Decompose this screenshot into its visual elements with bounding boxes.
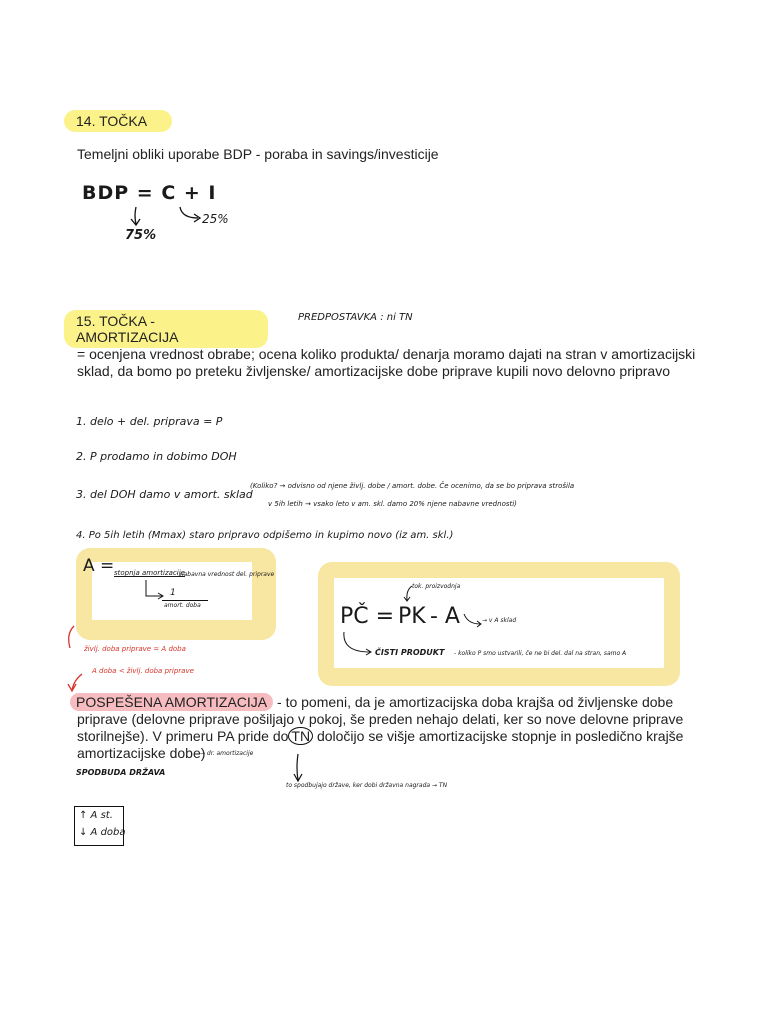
tn-circled: TN <box>288 727 313 745</box>
accelerated-paragraph <box>70 694 710 762</box>
section-14-heading-text: 14. TOČKA <box>76 113 148 129</box>
amortization-definition: = ocenjena vrednost obrabe; ocena koliko produkta/ denarja moramo dajati na stran v amortizacijski sklad, da bomo po preteku življenske/ amortizacijske dobe priprave kupili novo delovno pripravo <box>77 346 696 379</box>
step-2: 2. P prodamo in dobimo DOH <box>76 450 237 463</box>
pc-to-fund: → v A sklad <box>482 617 517 624</box>
tn-down-arrow <box>288 750 318 786</box>
assumption-note: PREDPOSTAVKA : ni TN <box>298 312 413 323</box>
step-3-note-2: v 5ih letih → vsako leto v am. skl. damo 20% njene nabavne vrednosti) <box>268 500 517 508</box>
accelerated-text-3: storilnejše). V primeru PA pride do <box>77 728 289 744</box>
step-4: 4. Po 5ih letih (Mmax) staro pripravo odpišemo in kupimo novo (iz am. skl.) <box>76 530 454 541</box>
red-note-2: A doba < življ. doba priprave <box>92 667 194 675</box>
i-share: 25% <box>202 212 229 226</box>
amort-lhs: A = <box>83 556 115 576</box>
tn-arrow-note: to spodbujajo države, ker dobi državna nagrada → TN <box>286 782 448 789</box>
pc-pk: PK <box>398 604 426 629</box>
pc-above-arrow <box>400 584 420 604</box>
accelerated-heading: POSPEŠENA AMORTIZACIJA <box>70 693 273 711</box>
summary-box-line-1: ↑ A st. <box>79 810 113 821</box>
accelerated-text-2: priprave (delovne priprave pošiljajo v pokoj, še preden nehajo delati, ker so nove delovne priprave <box>77 711 684 727</box>
c-share: 75% <box>125 228 157 243</box>
red-brace-arrows <box>60 622 100 694</box>
accelerated-text-1: - to pomeni, da je amortizacijska doba krajša od življenske dobe <box>273 694 674 710</box>
pc-result-arrow <box>338 630 378 660</box>
section-15-heading <box>64 310 268 348</box>
handnote-state: SPODBUDA DRŽAVA <box>76 768 166 777</box>
accelerated-text-5: amortizacijske dobe) <box>77 745 206 761</box>
pc-result-note: - koliko P smo ustvarili, če ne bi del. dal na stran, samo A <box>454 650 627 657</box>
amort-fraction-den: amort. doba <box>164 602 201 609</box>
section-14-text: Temeljni obliki uporabe BDP - poraba in savings/investicije <box>77 146 439 162</box>
amort-rate: stopnja amortizacije <box>114 569 185 577</box>
step-3-note-1: (Koliko? → odvisno od njene življ. dobe / amort. dobe. Če ocenimo, da se bo priprava strošila <box>250 482 575 490</box>
summary-box-line-2: ↓ A doba <box>79 827 126 838</box>
amort-fraction-bar <box>162 600 208 601</box>
summary-box <box>74 806 124 846</box>
bdp-formula: BDP = C + I <box>82 182 217 204</box>
accelerated-text-4: določijo se višje amortizacijske stopnje in posledično krajše <box>313 728 684 744</box>
handnote-dobe: → dr. amortizacije <box>200 750 254 757</box>
section-14-heading <box>64 110 172 132</box>
pc-minus-a: - A <box>430 604 460 629</box>
amort-value: · nabavna vrednost del. priprave <box>176 571 275 578</box>
red-note-1: življ. doba priprave = A doba <box>84 645 186 653</box>
amort-fraction-num: 1 <box>170 588 176 598</box>
pc-result-label: ČISTI PRODUKT <box>375 648 445 657</box>
step-3: 3. del DOH damo v amort. sklad <box>76 488 253 501</box>
section-15-heading-text: 15. TOČKA - AMORTIZACIJA <box>76 313 179 345</box>
pc-lhs: PČ = <box>340 604 395 629</box>
step-1: 1. delo + del. priprava = P <box>76 415 223 428</box>
pc-above-pk: tok. proizvodnja <box>412 583 461 590</box>
